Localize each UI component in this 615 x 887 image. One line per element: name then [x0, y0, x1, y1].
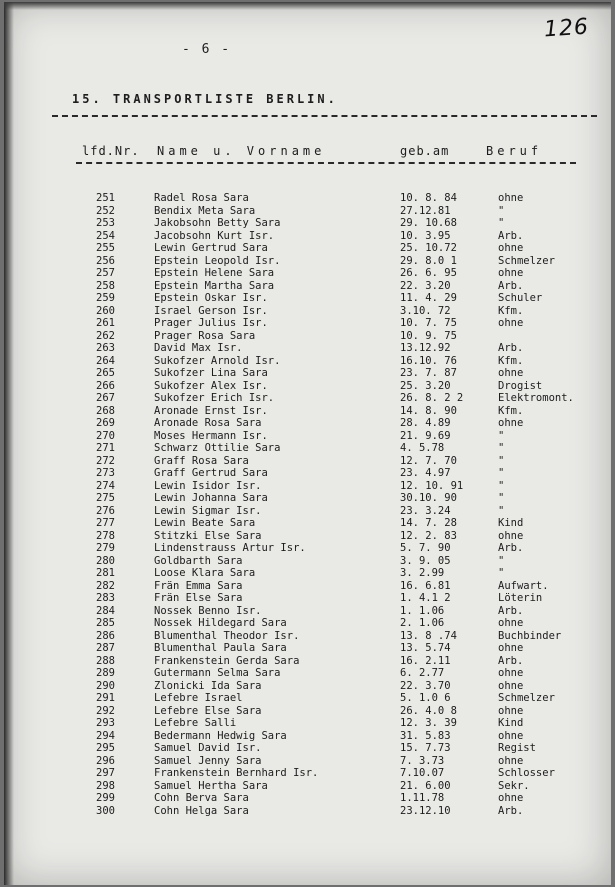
entry-name: Lindenstrauss Artur Isr. [154, 542, 306, 554]
entry-birthdate: 15. 7.73 [400, 742, 451, 754]
entry-occupation: Schmelzer [498, 692, 555, 704]
list-item [4, 367, 611, 380]
entry-number: 282 [96, 579, 115, 592]
entry-birthdate: 25. 3.20 [400, 379, 451, 392]
entry-occupation: Drogist [498, 379, 543, 392]
entry-occupation: " [498, 467, 505, 479]
entry-occupation: Regist [498, 742, 536, 754]
page-number: - 6 - [182, 42, 232, 57]
entry-name: Samuel Jenny Sara [154, 754, 262, 767]
entry-birthdate: 26. 8. 2 2 [400, 392, 464, 404]
entry-birthdate: 13.12.92 [400, 342, 451, 354]
entry-occupation: ohne [498, 704, 524, 717]
entry-name: Sukofzer Arnold Isr. [154, 354, 281, 367]
entry-name: Radel Rosa Sara [154, 192, 249, 204]
entry-birthdate: 1. 1.06 [400, 604, 445, 617]
entry-occupation: Schlosser [498, 767, 555, 779]
entry-name: Lefebre Salli [154, 717, 237, 729]
entry-name: Sukofzer Erich Isr. [154, 392, 275, 404]
scan-edge [4, 2, 611, 10]
list-item [4, 517, 611, 530]
entry-name: Bendix Meta Sara [154, 204, 256, 217]
entry-name: Frän Else Sara [154, 592, 243, 604]
entry-name: Cohn Berva Sara [154, 792, 249, 804]
entry-birthdate: 29. 8.0 1 [400, 254, 457, 267]
entry-birthdate: 29. 10.68 [400, 217, 457, 229]
list-item [4, 192, 611, 205]
entry-birthdate: 12. 2. 83 [400, 529, 457, 542]
list-item [4, 405, 611, 418]
entry-birthdate: 10. 9. 75 [400, 329, 457, 342]
entry-number: 259 [96, 292, 115, 304]
entry-birthdate: 16. 6.81 [400, 579, 451, 592]
entry-birthdate: 31. 5.83 [400, 729, 451, 742]
entry-occupation: Schuler [498, 292, 543, 304]
entry-number: 281 [96, 567, 115, 579]
entry-name: Epstein Leopold Isr. [154, 254, 281, 267]
list-item [4, 430, 611, 443]
list-item [4, 592, 611, 605]
entry-occupation: Arb. [498, 542, 524, 554]
entry-birthdate: 12. 7. 70 [400, 454, 457, 467]
entry-occupation: ohne [498, 242, 524, 254]
entry-occupation: ohne [498, 642, 524, 654]
entry-birthdate: 3. 2.99 [400, 567, 445, 579]
entry-birthdate: 30.10. 90 [400, 492, 457, 504]
list-item [4, 705, 611, 718]
entry-occupation: Buchbinder [498, 629, 562, 642]
list-item [4, 692, 611, 705]
entry-number: 252 [96, 204, 115, 217]
entry-occupation: " [498, 554, 505, 567]
entry-name: Sukofzer Alex Isr. [154, 379, 268, 392]
entry-name: Frän Emma Sara [154, 579, 243, 592]
entry-name: Jakobsohn Betty Sara [154, 217, 281, 229]
list-item [4, 805, 611, 818]
entry-birthdate: 22. 3.20 [400, 279, 451, 292]
entry-name: Jacobsohn Kurt Isr. [154, 229, 275, 242]
entry-number: 255 [96, 242, 115, 254]
entry-name: Lewin Sigmar Isr. [154, 504, 262, 517]
entry-occupation: Aufwart. [498, 579, 549, 592]
entry-name: Schwarz Ottilie Sara [154, 442, 281, 454]
entry-name: Lewin Gertrud Sara [154, 242, 268, 254]
list-item [4, 205, 611, 218]
entry-birthdate: 1. 4.1 2 [400, 592, 451, 604]
list-item [4, 755, 611, 768]
entry-occupation: ohne [498, 754, 524, 767]
list-item [4, 467, 611, 480]
entry-occupation: Löterin [498, 592, 543, 604]
entry-number: 256 [96, 254, 115, 267]
entry-birthdate: 5. 7. 90 [400, 542, 451, 554]
entry-occupation: ohne [498, 617, 524, 629]
list-item [4, 280, 611, 293]
list-item [4, 605, 611, 618]
entry-birthdate: 23. 3.24 [400, 504, 451, 517]
entry-name: Graff Gertrud Sara [154, 467, 268, 479]
entry-occupation: " [498, 217, 505, 229]
entry-number: 270 [96, 429, 115, 442]
entry-birthdate: 21. 6.00 [400, 779, 451, 792]
entry-birthdate: 10. 3.95 [400, 229, 451, 242]
entry-occupation: " [498, 504, 505, 517]
list-item [4, 305, 611, 318]
entry-number: 269 [96, 417, 115, 429]
entry-name: Loose Klara Sara [154, 567, 256, 579]
entry-occupation: Elektromont. [498, 392, 574, 404]
entry-number: 283 [96, 592, 115, 604]
entry-birthdate: 21. 9.69 [400, 429, 451, 442]
entry-birthdate: 28. 4.89 [400, 417, 451, 429]
list-item [4, 530, 611, 543]
entry-number: 277 [96, 517, 115, 529]
entry-name: Epstein Helene Sara [154, 267, 275, 279]
list-item [4, 230, 611, 243]
entry-number: 276 [96, 504, 115, 517]
entry-number: 251 [96, 192, 115, 204]
list-item [4, 505, 611, 518]
entry-name: Samuel David Isr. [154, 742, 262, 754]
entry-number: 253 [96, 217, 115, 229]
list-item [4, 442, 611, 455]
list-item [4, 730, 611, 743]
entry-number: 291 [96, 692, 115, 704]
divider [76, 162, 576, 164]
entry-occupation: Sekr. [498, 779, 530, 792]
list-item [4, 255, 611, 268]
document-page [4, 2, 611, 885]
list-item [4, 330, 611, 343]
entry-occupation: Kfm. [498, 304, 524, 317]
entry-name: Blumenthal Paula Sara [154, 642, 287, 654]
entry-number: 285 [96, 617, 115, 629]
entry-birthdate: 10. 7. 75 [400, 317, 457, 329]
column-header-born: geb.am [400, 144, 450, 158]
folio-number: 126 [543, 14, 590, 43]
entry-occupation: Arb. [498, 229, 524, 242]
list-item [4, 630, 611, 643]
entry-occupation: ohne [498, 792, 524, 804]
entry-occupation: " [498, 442, 505, 454]
entry-occupation: Arb. [498, 604, 524, 617]
entry-occupation: ohne [498, 729, 524, 742]
entry-name: Lewin Isidor Isr. [154, 479, 262, 492]
list-item [4, 380, 611, 393]
entry-birthdate: 1.11.78 [400, 792, 445, 804]
divider [52, 115, 597, 117]
entry-name: Israel Gerson Isr. [154, 304, 268, 317]
list-item [4, 767, 611, 780]
list-item [4, 492, 611, 505]
list-item [4, 392, 611, 405]
entry-number: 294 [96, 729, 115, 742]
entry-number: 267 [96, 392, 115, 404]
entry-number: 275 [96, 492, 115, 504]
entry-birthdate: 16. 2.11 [400, 654, 451, 667]
entry-number: 279 [96, 542, 115, 554]
entry-number: 261 [96, 317, 115, 329]
entry-occupation: " [498, 204, 505, 217]
entry-occupation: Arb. [498, 279, 524, 292]
entry-occupation: " [498, 479, 505, 492]
entry-occupation: Kfm. [498, 404, 524, 417]
entry-number: 264 [96, 354, 115, 367]
entry-occupation: " [498, 492, 505, 504]
list-item [4, 455, 611, 468]
entry-name: David Max Isr. [154, 342, 243, 354]
entry-number: 263 [96, 342, 115, 354]
column-header-nr: lfd.Nr. [82, 144, 140, 158]
entry-birthdate: 16.10. 76 [400, 354, 457, 367]
entry-name: Lewin Beate Sara [154, 517, 256, 529]
entry-birthdate: 12. 3. 39 [400, 717, 457, 729]
entry-birthdate: 11. 4. 29 [400, 292, 457, 304]
list-item [4, 580, 611, 593]
entry-number: 271 [96, 442, 115, 454]
list-item [4, 317, 611, 330]
entry-name: Goldbarth Sara [154, 554, 243, 567]
entry-number: 257 [96, 267, 115, 279]
entry-occupation: Kfm. [498, 354, 524, 367]
entry-birthdate: 13. 8 .74 [400, 629, 457, 642]
list-item [4, 292, 611, 305]
entry-number: 266 [96, 379, 115, 392]
entry-occupation: " [498, 429, 505, 442]
entry-number: 289 [96, 667, 115, 679]
entry-birthdate: 23. 7. 87 [400, 367, 457, 379]
entry-occupation: ohne [498, 267, 524, 279]
entry-occupation: Kind [498, 717, 524, 729]
entry-number: 273 [96, 467, 115, 479]
entry-birthdate: 4. 5.78 [400, 442, 445, 454]
entry-occupation: ohne [498, 667, 524, 679]
entry-occupation: Arb. [498, 804, 524, 817]
transport-list [4, 192, 611, 817]
entry-name: Lefebre Else Sara [154, 704, 262, 717]
entry-name: Cohn Helga Sara [154, 804, 249, 817]
entry-birthdate: 3. 9. 05 [400, 554, 451, 567]
entry-birthdate: 7. 3.73 [400, 754, 445, 767]
list-item [4, 480, 611, 493]
list-item [4, 667, 611, 680]
entry-number: 287 [96, 642, 115, 654]
entry-birthdate: 23.12.10 [400, 804, 451, 817]
entry-occupation: ohne [498, 417, 524, 429]
entry-number: 274 [96, 479, 115, 492]
entry-number: 286 [96, 629, 115, 642]
entry-birthdate: 14. 8. 90 [400, 404, 457, 417]
entry-number: 265 [96, 367, 115, 379]
entry-name: Nossek Benno Isr. [154, 604, 262, 617]
entry-number: 280 [96, 554, 115, 567]
entry-name: Lefebre Israel [154, 692, 243, 704]
entry-number: 258 [96, 279, 115, 292]
list-item [4, 355, 611, 368]
entry-occupation: Arb. [498, 654, 524, 667]
list-item [4, 217, 611, 230]
entry-number: 298 [96, 779, 115, 792]
entry-name: Prager Julius Isr. [154, 317, 268, 329]
entry-name: Prager Rosa Sara [154, 329, 256, 342]
entry-number: 297 [96, 767, 115, 779]
entry-birthdate: 27.12.81 [400, 204, 451, 217]
entry-name: Gutermann Selma Sara [154, 667, 281, 679]
entry-birthdate: 5. 1.0 6 [400, 692, 451, 704]
entry-number: 292 [96, 704, 115, 717]
entry-occupation: ohne [498, 317, 524, 329]
entry-name: Blumenthal Theodor Isr. [154, 629, 300, 642]
entry-birthdate: 2. 1.06 [400, 617, 445, 629]
list-item [4, 555, 611, 568]
entry-birthdate: 25. 10.72 [400, 242, 457, 254]
entry-birthdate: 6. 2.77 [400, 667, 445, 679]
entry-birthdate: 12. 10. 91 [400, 479, 464, 492]
list-item [4, 417, 611, 430]
entry-birthdate: 13. 5.74 [400, 642, 451, 654]
entry-occupation: Schmelzer [498, 254, 555, 267]
column-header-job: Beruf [486, 144, 543, 158]
entry-name: Aronade Ernst Isr. [154, 404, 268, 417]
entry-name: Graff Rosa Sara [154, 454, 249, 467]
list-item [4, 680, 611, 693]
entry-name: Bedermann Hedwig Sara [154, 729, 287, 742]
entry-birthdate: 26. 4.0 8 [400, 704, 457, 717]
entry-name: Frankenstein Gerda Sara [154, 654, 300, 667]
entry-name: Lewin Johanna Sara [154, 492, 268, 504]
entry-birthdate: 10. 8. 84 [400, 192, 457, 204]
entry-name: Sukofzer Lina Sara [154, 367, 268, 379]
list-item [4, 342, 611, 355]
entry-number: 262 [96, 329, 115, 342]
entry-birthdate: 14. 7. 28 [400, 517, 457, 529]
entry-name: Stitzki Else Sara [154, 529, 262, 542]
entry-name: Epstein Oskar Isr. [154, 292, 268, 304]
entry-number: 296 [96, 754, 115, 767]
entry-number: 268 [96, 404, 115, 417]
entry-number: 284 [96, 604, 115, 617]
entry-occupation: " [498, 567, 505, 579]
entry-number: 299 [96, 792, 115, 804]
entry-name: Aronade Rosa Sara [154, 417, 262, 429]
entry-name: Moses Hermann Isr. [154, 429, 268, 442]
entry-birthdate: 26. 6. 95 [400, 267, 457, 279]
entry-name: Zlonicki Ida Sara [154, 679, 262, 692]
list-item [4, 655, 611, 668]
entry-birthdate: 22. 3.70 [400, 679, 451, 692]
list-title: 15. TRANSPORTLISTE BERLIN. [72, 92, 338, 106]
entry-occupation: ohne [498, 529, 524, 542]
entry-name: Epstein Martha Sara [154, 279, 275, 292]
entry-number: 295 [96, 742, 115, 754]
entry-name: Frankenstein Bernhard Isr. [154, 767, 319, 779]
entry-number: 288 [96, 654, 115, 667]
entry-name: Samuel Hertha Sara [154, 779, 268, 792]
entry-birthdate: 7.10.07 [400, 767, 445, 779]
list-item [4, 567, 611, 580]
list-item [4, 642, 611, 655]
entry-number: 293 [96, 717, 115, 729]
column-header-name: Name u. Vorname [157, 144, 326, 158]
list-item [4, 542, 611, 555]
entry-birthdate: 3.10. 72 [400, 304, 451, 317]
entry-number: 272 [96, 454, 115, 467]
list-item [4, 780, 611, 793]
entry-number: 278 [96, 529, 115, 542]
list-item [4, 717, 611, 730]
list-item [4, 742, 611, 755]
entry-occupation: " [498, 454, 505, 467]
list-item [4, 792, 611, 805]
entry-name: Nossek Hildegard Sara [154, 617, 287, 629]
list-item [4, 242, 611, 255]
list-item [4, 267, 611, 280]
list-item [4, 617, 611, 630]
entry-occupation: ohne [498, 192, 524, 204]
entry-birthdate: 23. 4.97 [400, 467, 451, 479]
entry-number: 260 [96, 304, 115, 317]
entry-number: 300 [96, 804, 115, 817]
entry-number: 290 [96, 679, 115, 692]
entry-occupation: ohne [498, 367, 524, 379]
entry-occupation: ohne [498, 679, 524, 692]
entry-number: 254 [96, 229, 115, 242]
entry-occupation: Arb. [498, 342, 524, 354]
entry-occupation: Kind [498, 517, 524, 529]
